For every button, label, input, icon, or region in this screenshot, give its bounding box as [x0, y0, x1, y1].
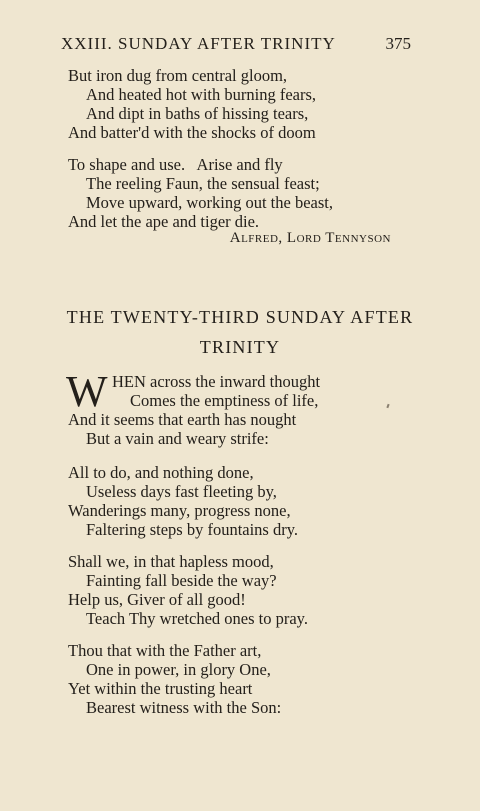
- verse-line: And heated hot with burning fears,: [86, 85, 317, 104]
- verse-line: To shape and use. Arise and fly: [68, 155, 283, 174]
- poem1-stanza2: [68, 155, 408, 231]
- author-attribution: Alfred, Lord Tennyson: [229, 230, 391, 246]
- verse-line: But iron dug from central gloom,: [68, 66, 288, 85]
- verse-line: The reeling Faun, the sensual feast;: [86, 174, 320, 193]
- verse-line: Useless days fast fleeting by,: [86, 482, 277, 501]
- verse-line: Move upward, working out the beast,: [86, 193, 333, 212]
- verse-line: Comes the emptiness of life,: [130, 391, 319, 410]
- verse-line: All to do, and nothing done,: [68, 463, 254, 482]
- poem2-stanza1: [68, 372, 321, 448]
- verse-line: Shall we, in that hapless mood,: [68, 552, 274, 571]
- drop-cap: W: [66, 367, 108, 416]
- verse-line: And it seems that earth has nought: [68, 410, 297, 429]
- poem2-stanza2: [68, 463, 408, 539]
- verse-line: Thou that with the Father art,: [68, 641, 262, 660]
- verse-line: Fainting fall beside the way?: [86, 571, 277, 590]
- print-speck: [386, 404, 389, 408]
- section-title-line2: TRINITY: [199, 337, 281, 357]
- running-title: XXIII. SUNDAY AFTER TRINITY: [61, 34, 336, 53]
- verse-line: And batter'd with the shocks of doom: [68, 123, 316, 142]
- verse-line: Teach Thy wretched ones to pray.: [86, 609, 308, 628]
- poem1-stanza1: [68, 66, 408, 142]
- verse-line: Yet within the trusting heart: [68, 679, 253, 698]
- verse-line: Bearest witness with the Son:: [86, 698, 282, 717]
- verse-line: HEN across the inward thought: [112, 372, 321, 391]
- verse-line: And let the ape and tiger die.: [68, 212, 260, 231]
- section-title-line1: THE TWENTY-THIRD SUNDAY AFTER: [66, 307, 414, 327]
- poem2-stanza3: [68, 552, 408, 628]
- verse-line: And dipt in baths of hissing tears,: [86, 104, 309, 123]
- verse-line: Wanderings many, progress none,: [68, 501, 291, 520]
- verse-line: Faltering steps by fountains dry.: [86, 520, 299, 539]
- poem2-stanza4: [68, 641, 408, 717]
- verse-line: But a vain and weary strife:: [86, 429, 269, 448]
- verse-line: Help us, Giver of all good!: [68, 590, 246, 609]
- page-number: 375: [385, 34, 411, 53]
- verse-line: One in power, in glory One,: [86, 660, 271, 679]
